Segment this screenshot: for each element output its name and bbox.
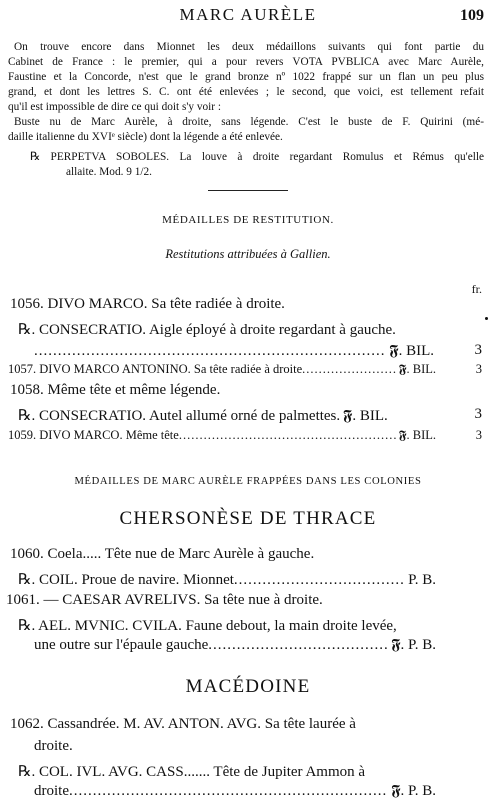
dot-leader [234,572,405,589]
dot-leader [179,428,396,443]
restitution-heading: MÉDAILLES DE RESTITUTION. [162,214,334,226]
chersonese-title: CHERSONÈSE DE THRACE [119,508,377,529]
intro-line-7: daille italienne du XVIᵉ siècle) dont la légende a été enlevée. [8,131,283,143]
entry-1057-price: 3 [475,362,482,376]
entry-1062-reverse-1: ℞. COL. IVL. AVG. CASS....... Tête de Jupiter Ammon à [18,764,366,780]
entry-1057-lead: 1057. DIVO MARCO ANTONINO. Sa tête radiée à droite [8,362,303,376]
entry-1060-suffix: P. B. [408,572,436,588]
intro-line-1: On trouve encore dans Mionnet les deux médaillons suivants qui font partie du [14,41,484,53]
entry-1056-price: 3 [474,342,482,358]
entry-1056-row [34,342,434,360]
intro-line-5: qu'il est impossible de dire ce qui doit s'y voir : [8,101,222,113]
entry-1062-suffix: 𝕱. P. B. [391,783,436,799]
entry-1059-price: 3 [475,428,482,442]
page-number: 109 [460,7,484,24]
entry-1062-reverse-2: droite [34,783,69,799]
entry-1060-row [18,570,436,589]
entry-1057-suffix: 𝕱. BIL. [398,362,436,376]
entry-1059-lead: 1059. DIVO MARCO. Même tête [8,428,179,442]
running-title: MARC AURÈLE [179,5,317,24]
margin-mark [485,317,488,320]
entry-1058-price: 3 [474,406,482,422]
entry-1059-row [8,428,436,443]
entry-1056-suffix: 𝕱. BIL. [389,343,434,359]
dot-leader [69,783,388,800]
entry-1060-lead: 1060. Coela..... Tête nue de Marc Aurèle à gauche. [10,546,315,562]
entry-1061-reverse-1: ℞. AEL. MVNIC. CVILA. Faune debout, la main droite levée, [18,618,397,634]
macedoine-title: MACÉDOINE [185,676,311,697]
entry-1061-suffix: 𝕱. P. B. [391,637,436,653]
entry-1061-row [34,636,436,654]
intro-line-2: Cabinet de France : le premier, qui a pour revers VOTA PVBLICA avec Marc Aurèle, [8,56,484,68]
dot-leader [302,362,396,377]
intro-line-6: Buste nu de Marc Aurèle, à droite, sans légende. C'est le buste de F. Quirini (mé- [14,116,484,128]
entry-1058-reverse: ℞. CONSECRATIO. Autel allumé orné de palmettes. [18,408,341,424]
entry-1060-reverse: ℞. COIL. Proue de navire. Mionnet [18,572,234,588]
entry-1058-row [18,406,436,425]
price-column-label: fr. [471,282,482,296]
entry-1056-reverse: ℞. CONSECRATIO. Aigle éployé à droite regardant à gauche. [18,322,396,338]
entry-1057-row [8,362,436,377]
restitution-subheading: Restitutions attribuées à Gallien. [165,247,331,261]
intro-line-4: grand, et dont les lettres S. C. ont été enlevées ; le second, que voici, est tellement refait [8,86,484,98]
reverse-line-1: ℞ PERPETVA SOBOLES. La louve à droite regardant Romulus et Rémus qu'elle [30,151,484,163]
entry-1058-suffix: 𝕱. BIL. [343,408,388,424]
entry-1061-reverse-2: une outre sur l'épaule gauche [34,637,209,653]
entry-1062-lead-1: 1062. Cassandrée. M. AV. ANTON. AVG. Sa tête laurée à [10,716,356,732]
entry-1058-lead: 1058. Même tête et même légende. [10,382,221,398]
dot-leader [34,343,386,360]
entry-1059-suffix: 𝕱. BIL. [398,428,436,442]
entry-1056-lead: 1056. DIVO MARCO. Sa tête radiée à droite. [10,296,285,312]
entry-1061-lead: 1061. — CAESAR AVRELIVS. Sa tête nue à droite. [6,592,323,608]
reverse-line-2: allaite. Mod. 9 1/2. [66,166,152,178]
entry-1062-lead-2: droite. [34,738,73,754]
section-divider [208,190,288,191]
dot-leader [208,637,388,654]
colonies-heading: MÉDAILLES DE MARC AURÈLE FRAPPÉES DANS LES COLONIES [74,476,422,487]
intro-line-3: Faustine et la Concorde, n'est que le grand bronze nº 1022 frappé sur un flan un peu plus [8,71,484,83]
entry-1062-row [34,782,436,800]
